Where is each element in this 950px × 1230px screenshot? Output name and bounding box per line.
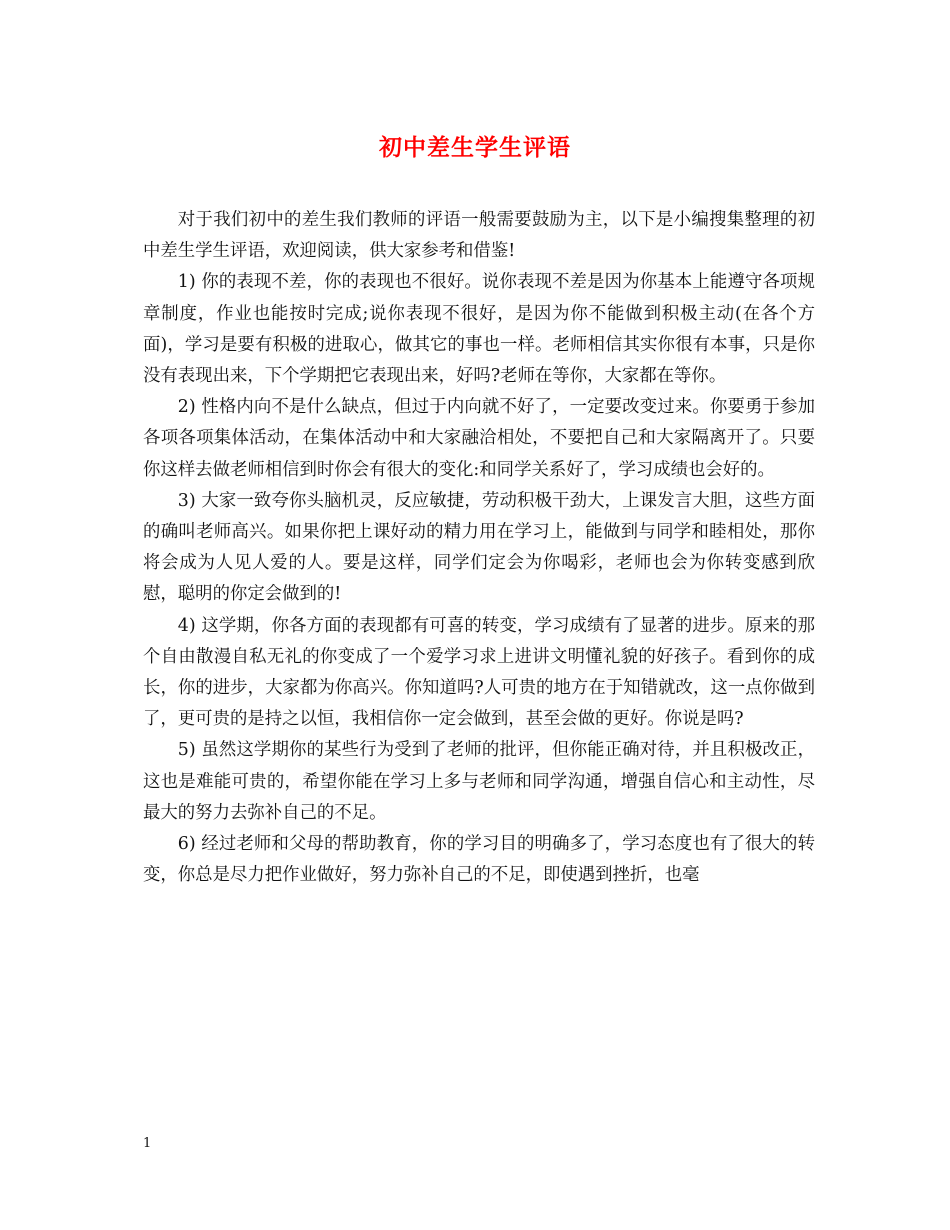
comment-paragraph-2: 2) 性格内向不是什么缺点，但过于内向就不好了，一定要改变过来。你要勇于参加各项各项集体活动，在集体活动中和大家融洽相处，不要把自己和大家隔离开了。只要你这样去做老师相信到时你会有很大的变化:和同学关系好了，学习成绩也会好的。 [143, 397, 815, 480]
document-body [143, 205, 815, 891]
intro-paragraph: 对于我们初中的差生我们教师的评语一般需要鼓励为主，以下是小编搜集整理的初中差生学生评语，欢迎阅读，供大家参考和借鉴! [143, 210, 815, 262]
comment-paragraph-3: 3) 大家一致夸你头脑机灵，反应敏捷，劳动积极干劲大，上课发言大胆，这些方面的确叫老师高兴。如果你把上课好动的精力用在学习上，能做到与同学和睦相处，那你将会成为人见人爱的人。要是这样，同学们定会为你喝彩，老师也会为你转变感到欣慰，聪明的你定会做到的! [143, 490, 815, 605]
document-title: 初中差生学生评语 [379, 134, 571, 161]
page-number: 1 [143, 1136, 152, 1151]
comment-paragraph-5: 5) 虽然这学期你的某些行为受到了老师的批评，但你能正确对待，并且积极改正，这也是难能可贵的，希望你能在学习上多与老师和同学沟通，增强自信心和主动性，尽最大的努力去弥补自己的不足。 [143, 740, 815, 823]
comment-paragraph-4: 4) 这学期，你各方面的表现都有可喜的转变，学习成绩有了显著的进步。原来的那个自由散漫自私无礼的你变成了一个爱学习求上进讲文明懂礼貌的好孩子。看到你的成长，你的进步，大家都为你高兴。你知道吗?人可贵的地方在于知错就改，这一点你做到了，更可贵的是持之以恒，我相信你一定会做到，甚至会做的更好。你说是吗? [143, 615, 815, 730]
comment-paragraph-6: 6) 经过老师和父母的帮助教育，你的学习目的明确多了，学习态度也有了很大的转变，你总是尽力把作业做好，努力弥补自己的不足，即使遇到挫折，也毫 [143, 834, 815, 886]
comment-paragraph-1: 1) 你的表现不差，你的表现也不很好。说你表现不差是因为你基本上能遵守各项规章制度，作业也能按时完成;说你表现不很好，是因为你不能做到积极主动(在各个方面)，学习是要有积极的进取心，做其它的事也一样。老师相信其实你很有本事，只是你没有表现出来，下个学期把它表现出来，好吗?老师在等你，大家都在等你。 [143, 272, 815, 387]
